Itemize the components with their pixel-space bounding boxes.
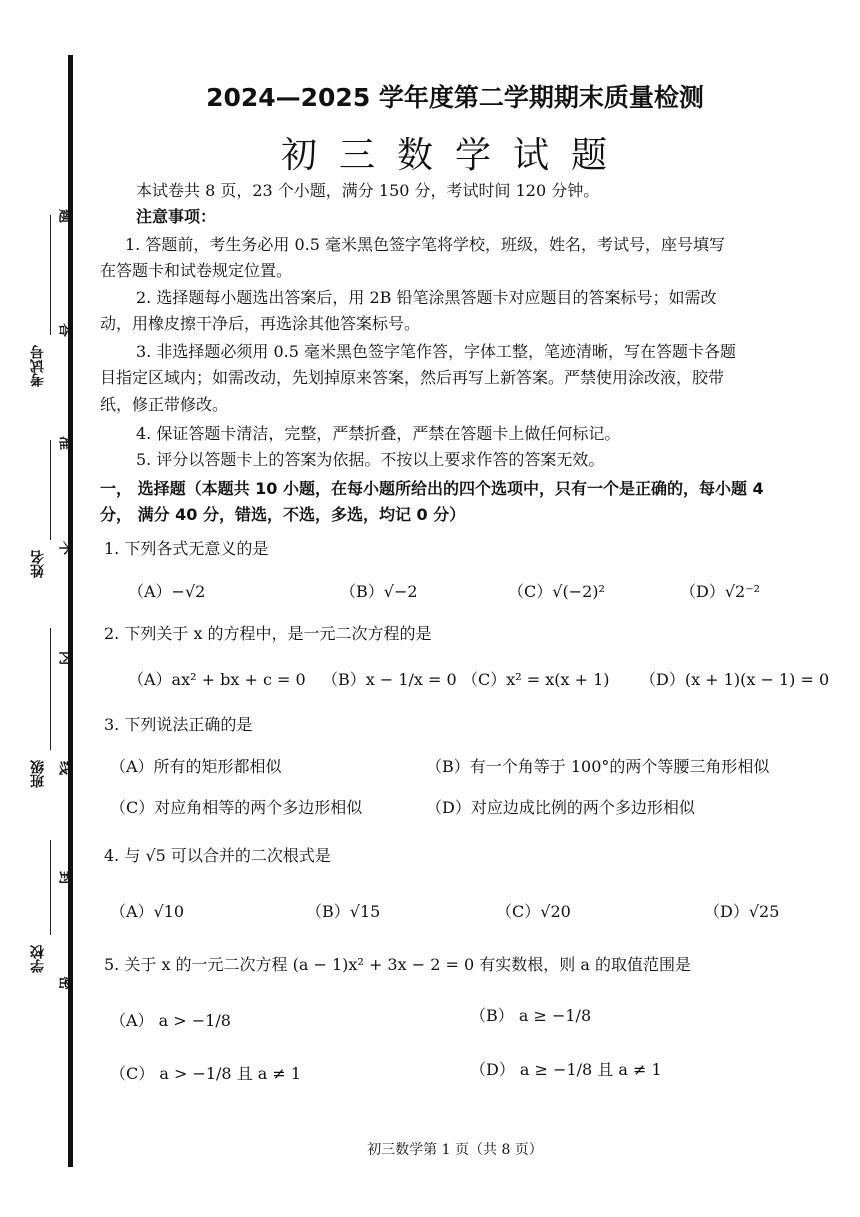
class-blank bbox=[50, 628, 51, 750]
seal-char-mi: 密 bbox=[59, 974, 73, 990]
notes-title: 注意事项： bbox=[136, 207, 217, 226]
question-5-option-a: （A） a > −1/8 bbox=[110, 1011, 231, 1030]
name-label: 姓名 bbox=[30, 550, 46, 578]
question-4-stem: 4. 与 √5 可以合并的二次根式是 bbox=[104, 846, 331, 865]
school-label: 学校 bbox=[30, 945, 46, 973]
question-3-option-b: （B）有一个角等于 100°的两个等腰三角形相似 bbox=[426, 757, 770, 776]
question-1-option-b: （B）√−2 bbox=[340, 582, 418, 601]
question-2-option-b: （B）x − 1/x = 0 bbox=[322, 670, 457, 689]
seal-char-zhun: 准 bbox=[59, 434, 73, 450]
question-2-option-d: （D）(x + 1)(x − 1) = 0 bbox=[640, 670, 830, 689]
seal-char-ti: 题 bbox=[59, 207, 73, 223]
question-4-option-a: （A）√10 bbox=[110, 902, 185, 921]
note-line: 2. 选择题每小题选出答案后，用 2B 铅笔涂黑答题卡对应题目的答案标号；如需改 bbox=[136, 288, 717, 307]
question-2-option-a: （A）ax² + bx + c = 0 bbox=[128, 670, 306, 689]
question-5-stem: 5. 关于 x 的一元二次方程 (a − 1)x² + 3x − 2 = 0 有实数根，则 a 的取值范围是 bbox=[104, 955, 691, 974]
seal-char-feng: 封 bbox=[59, 869, 73, 885]
note-line: 纸，修正带修改。 bbox=[100, 395, 229, 414]
exam-title: 2024—2025 学年度第二学期期末质量检测 bbox=[206, 83, 704, 112]
intro-text: 本试卷共 8 页，23 个小题，满分 150 分，考试时间 120 分钟。 bbox=[136, 181, 600, 200]
note-line: 5. 评分以答题卡上的答案为依据。不按以上要求作答的答案无效。 bbox=[136, 450, 605, 469]
question-4-option-d: （D）√25 bbox=[704, 902, 780, 921]
question-3-option-c: （C）对应角相等的两个多边形相似 bbox=[110, 798, 363, 817]
seal-char-da: 答 bbox=[59, 321, 73, 337]
question-1-option-d: （D）√2⁻² bbox=[680, 582, 761, 601]
question-2-option-c: （C）x² = x(x + 1) bbox=[462, 670, 610, 689]
school-blank bbox=[50, 840, 51, 935]
question-5-option-d: （D） a ≥ −1/8 且 a ≠ 1 bbox=[470, 1060, 662, 1079]
exam-subtitle: 初三数学试题 bbox=[280, 135, 629, 176]
seal-char-xian: 线 bbox=[59, 759, 73, 775]
question-4-option-b: （B）√15 bbox=[306, 902, 381, 921]
question-5-option-c: （C） a > −1/8 且 a ≠ 1 bbox=[110, 1064, 302, 1083]
seal-char-bu: 不 bbox=[59, 539, 73, 555]
page-footer: 初三数学第 1 页（共 8 页） bbox=[367, 1142, 543, 1158]
exam-number-label: 考试号 bbox=[30, 345, 46, 387]
question-3-option-d: （D）对应边成比例的两个多边形相似 bbox=[426, 798, 695, 817]
seal-char-nei: 内 bbox=[59, 649, 73, 665]
question-2-stem: 2. 下列关于 x 的方程中，是一元二次方程的是 bbox=[104, 624, 432, 643]
question-3-stem: 3. 下列说法正确的是 bbox=[104, 715, 253, 734]
class-label: 班级 bbox=[30, 760, 46, 788]
section-header: 一， 选择题（本题共 10 小题，在每小题所给出的四个选项中，只有一个是正确的，每小题 4 bbox=[100, 479, 764, 498]
question-5-option-b: （B） a ≥ −1/8 bbox=[470, 1006, 592, 1025]
question-1-stem: 1. 下列各式无意义的是 bbox=[104, 539, 269, 558]
note-line: 动，用橡皮擦干净后，再选涂其他答案标号。 bbox=[100, 314, 421, 333]
question-4-option-c: （C）√20 bbox=[496, 902, 571, 921]
section-header: 分， 满分 40 分，错选，不选，多选，均记 0 分） bbox=[100, 505, 466, 524]
question-1-option-c: （C）√(−2)² bbox=[508, 582, 605, 601]
note-line: 目指定区域内；如需改动，先划掉原来答案，然后再写上新答案。严禁使用涂改液，胶带 bbox=[100, 368, 725, 387]
question-3-option-a: （A）所有的矩形都相似 bbox=[110, 757, 282, 776]
note-line: 3. 非选择题必须用 0.5 毫米黑色签字笔作答，字体工整，笔迹清晰，写在答题卡各题 bbox=[136, 342, 736, 361]
note-line: 1. 答题前，考生务必用 0.5 毫米黑色签字笔将学校，班级，姓名，考试号，座号填写 bbox=[125, 235, 725, 254]
note-line: 4. 保证答题卡清洁，完整，严禁折叠，严禁在答题卡上做任何标记。 bbox=[136, 424, 621, 443]
exam-number-blank bbox=[50, 215, 51, 335]
name-blank bbox=[50, 440, 51, 540]
note-line: 在答题卡和试卷规定位置。 bbox=[100, 261, 293, 280]
question-1-option-a: （A）−√2 bbox=[128, 582, 206, 601]
